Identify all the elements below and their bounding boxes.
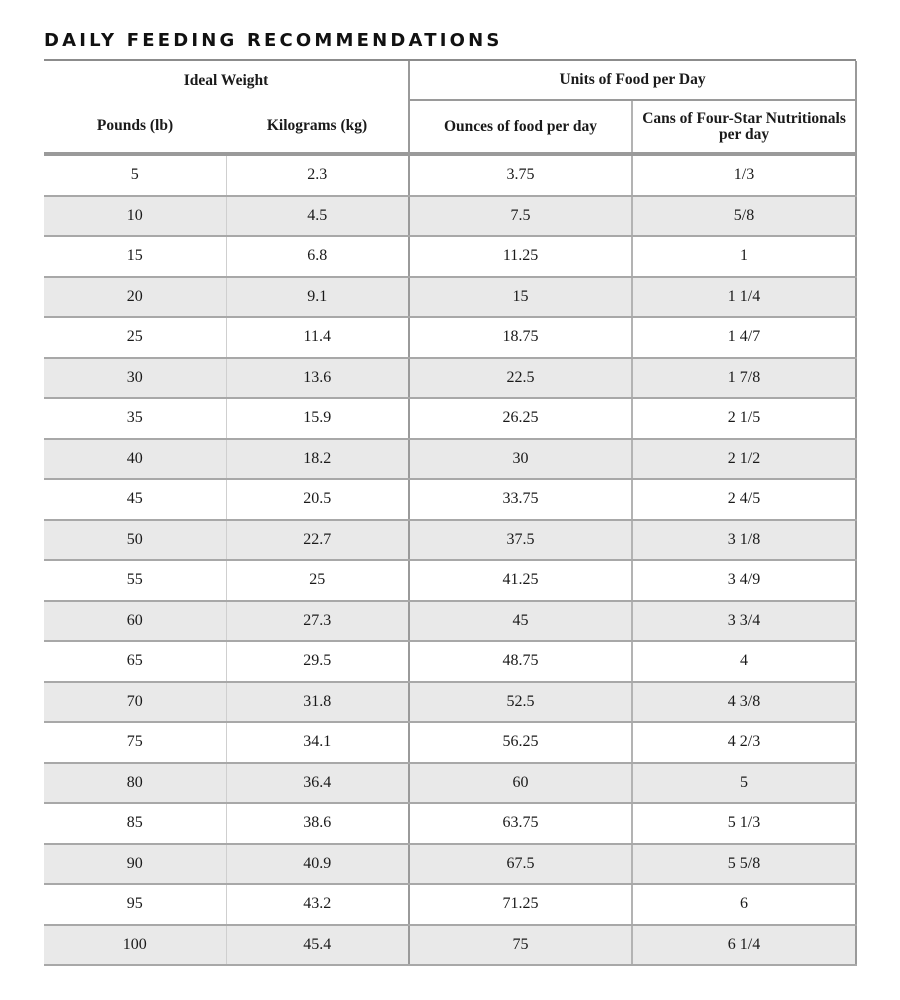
- cans-cell: 5 1/3: [632, 803, 856, 844]
- ounces-cell: 63.75: [409, 803, 632, 844]
- ounces-cell: 75: [409, 925, 632, 966]
- cans-cell: 1 1/4: [632, 277, 856, 318]
- cans-cell: 2 1/5: [632, 398, 856, 439]
- cans-cell: 1/3: [632, 154, 856, 196]
- ounces-cell: 67.5: [409, 844, 632, 885]
- pounds-cell: 90: [44, 844, 226, 885]
- ounces-cell: 30: [409, 439, 632, 480]
- table-row: [44, 317, 856, 358]
- units-of-food-header: Units of Food per Day: [409, 61, 856, 100]
- kilograms-cell: 15.9: [226, 398, 409, 439]
- pounds-cell: 30: [44, 358, 226, 399]
- table-row: [44, 154, 856, 196]
- table-row: [44, 722, 856, 763]
- table-body: [44, 154, 856, 965]
- ounces-cell: 18.75: [409, 317, 632, 358]
- kilograms-header: Kilograms (kg): [226, 100, 409, 154]
- header-group-row: [44, 61, 856, 100]
- cans-cell: 4 2/3: [632, 722, 856, 763]
- table-row: [44, 884, 856, 925]
- kilograms-cell: 6.8: [226, 236, 409, 277]
- cans-header-line-1: Cans of Four-Star Nutritionals: [642, 109, 846, 127]
- cans-cell: 4 3/8: [632, 682, 856, 723]
- cans-cell: 3 3/4: [632, 601, 856, 642]
- cans-cell: 1 7/8: [632, 358, 856, 399]
- table-row: [44, 844, 856, 885]
- pounds-cell: 85: [44, 803, 226, 844]
- table-row: [44, 601, 856, 642]
- table-row: [44, 803, 856, 844]
- kilograms-cell: 36.4: [226, 763, 409, 804]
- pounds-cell: 60: [44, 601, 226, 642]
- table-row: [44, 763, 856, 804]
- table-row: [44, 236, 856, 277]
- ounces-cell: 71.25: [409, 884, 632, 925]
- page-title: DAILY FEEDING RECOMMENDATIONS: [44, 30, 503, 51]
- ounces-cell: 37.5: [409, 520, 632, 561]
- cans-header: [632, 100, 856, 154]
- feeding-table: [44, 61, 857, 966]
- ounces-cell: 15: [409, 277, 632, 318]
- table-row: [44, 358, 856, 399]
- pounds-cell: 45: [44, 479, 226, 520]
- pounds-cell: 50: [44, 520, 226, 561]
- ounces-header: Ounces of food per day: [409, 100, 632, 154]
- kilograms-cell: 38.6: [226, 803, 409, 844]
- kilograms-cell: 20.5: [226, 479, 409, 520]
- ounces-cell: 7.5: [409, 196, 632, 237]
- cans-cell: 5: [632, 763, 856, 804]
- kilograms-cell: 9.1: [226, 277, 409, 318]
- kilograms-cell: 22.7: [226, 520, 409, 561]
- ounces-cell: 45: [409, 601, 632, 642]
- pounds-cell: 40: [44, 439, 226, 480]
- ounces-cell: 48.75: [409, 641, 632, 682]
- table-header: [44, 61, 856, 154]
- pounds-cell: 10: [44, 196, 226, 237]
- table-row: [44, 479, 856, 520]
- kilograms-cell: 31.8: [226, 682, 409, 723]
- kilograms-cell: 2.3: [226, 154, 409, 196]
- ounces-cell: 22.5: [409, 358, 632, 399]
- pounds-cell: 35: [44, 398, 226, 439]
- pounds-cell: 55: [44, 560, 226, 601]
- pounds-cell: 95: [44, 884, 226, 925]
- table-row: [44, 196, 856, 237]
- ounces-cell: 41.25: [409, 560, 632, 601]
- table-row: [44, 398, 856, 439]
- pounds-cell: 70: [44, 682, 226, 723]
- cans-cell: 6: [632, 884, 856, 925]
- cans-cell: 1: [632, 236, 856, 277]
- cans-cell: 5 5/8: [632, 844, 856, 885]
- table-row: [44, 560, 856, 601]
- kilograms-cell: 11.4: [226, 317, 409, 358]
- pounds-cell: 20: [44, 277, 226, 318]
- kilograms-cell: 34.1: [226, 722, 409, 763]
- cans-cell: 2 1/2: [632, 439, 856, 480]
- ounces-cell: 56.25: [409, 722, 632, 763]
- pounds-cell: 80: [44, 763, 226, 804]
- kilograms-cell: 27.3: [226, 601, 409, 642]
- kilograms-cell: 18.2: [226, 439, 409, 480]
- cans-cell: 4: [632, 641, 856, 682]
- kilograms-cell: 29.5: [226, 641, 409, 682]
- ounces-cell: 33.75: [409, 479, 632, 520]
- cans-cell: 6 1/4: [632, 925, 856, 966]
- table-row: [44, 277, 856, 318]
- cans-cell: 1 4/7: [632, 317, 856, 358]
- pounds-cell: 100: [44, 925, 226, 966]
- pounds-cell: 25: [44, 317, 226, 358]
- kilograms-cell: 40.9: [226, 844, 409, 885]
- pounds-cell: 5: [44, 154, 226, 196]
- table-row: [44, 641, 856, 682]
- kilograms-cell: 45.4: [226, 925, 409, 966]
- ounces-cell: 11.25: [409, 236, 632, 277]
- kilograms-cell: 13.6: [226, 358, 409, 399]
- kilograms-cell: 25: [226, 560, 409, 601]
- ideal-weight-header: Ideal Weight: [183, 71, 269, 89]
- cans-cell: 5/8: [632, 196, 856, 237]
- kilograms-cell: 43.2: [226, 884, 409, 925]
- table-row: [44, 682, 856, 723]
- cans-cell: 2 4/5: [632, 479, 856, 520]
- table-row: [44, 439, 856, 480]
- pounds-header: Pounds (lb): [44, 100, 226, 154]
- cans-header-line-2: per day: [718, 125, 770, 143]
- kilograms-cell: 4.5: [226, 196, 409, 237]
- table-row: [44, 520, 856, 561]
- pounds-cell: 15: [44, 236, 226, 277]
- ounces-cell: 3.75: [409, 154, 632, 196]
- ounces-cell: 60: [409, 763, 632, 804]
- ounces-cell: 26.25: [409, 398, 632, 439]
- cans-cell: 3 1/8: [632, 520, 856, 561]
- header-column-row: [44, 100, 856, 154]
- ounces-cell: 52.5: [409, 682, 632, 723]
- pounds-cell: 75: [44, 722, 226, 763]
- pounds-cell: 65: [44, 641, 226, 682]
- cans-cell: 3 4/9: [632, 560, 856, 601]
- table-row: [44, 925, 856, 966]
